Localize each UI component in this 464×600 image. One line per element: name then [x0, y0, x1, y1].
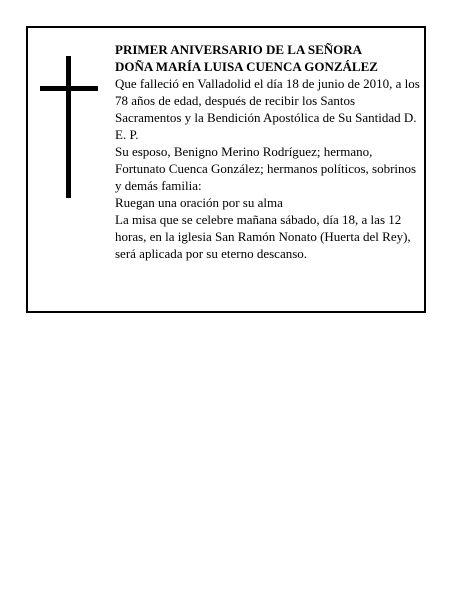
- family-paragraph: Su esposo, Benigno Merino Rodríguez; hermano, Fortunato Cuenca González; hermanos políticos, sobrinos y demás familia:: [115, 144, 417, 193]
- cross-vertical-bar: [66, 56, 71, 198]
- cross-icon: [40, 56, 98, 198]
- obituary-notice: [26, 26, 426, 313]
- death-paragraph: Que falleció en Valladolid el día 18 de junio de 2010, a los 78 años de edad, después de recibir los Santos Sacramentos y la Bendición Apostólica de Su Santidad D. E. P.: [115, 76, 420, 142]
- notice-text: [115, 41, 421, 262]
- notice-title-line2: DOÑA MARÍA LUISA CUENCA GONZÁLEZ: [115, 59, 378, 74]
- cross-horizontal-bar: [40, 86, 98, 91]
- mass-paragraph: La misa que se celebre mañana sábado, día 18, a las 12 horas, en la iglesia San Ramón Nonato (Huerta del Rey), será aplicada por su eterno descanso.: [115, 212, 411, 261]
- notice-title-line1: PRIMER ANIVERSARIO DE LA SEÑORA: [115, 42, 363, 57]
- prayer-line: Ruegan una oración por su alma: [115, 195, 283, 210]
